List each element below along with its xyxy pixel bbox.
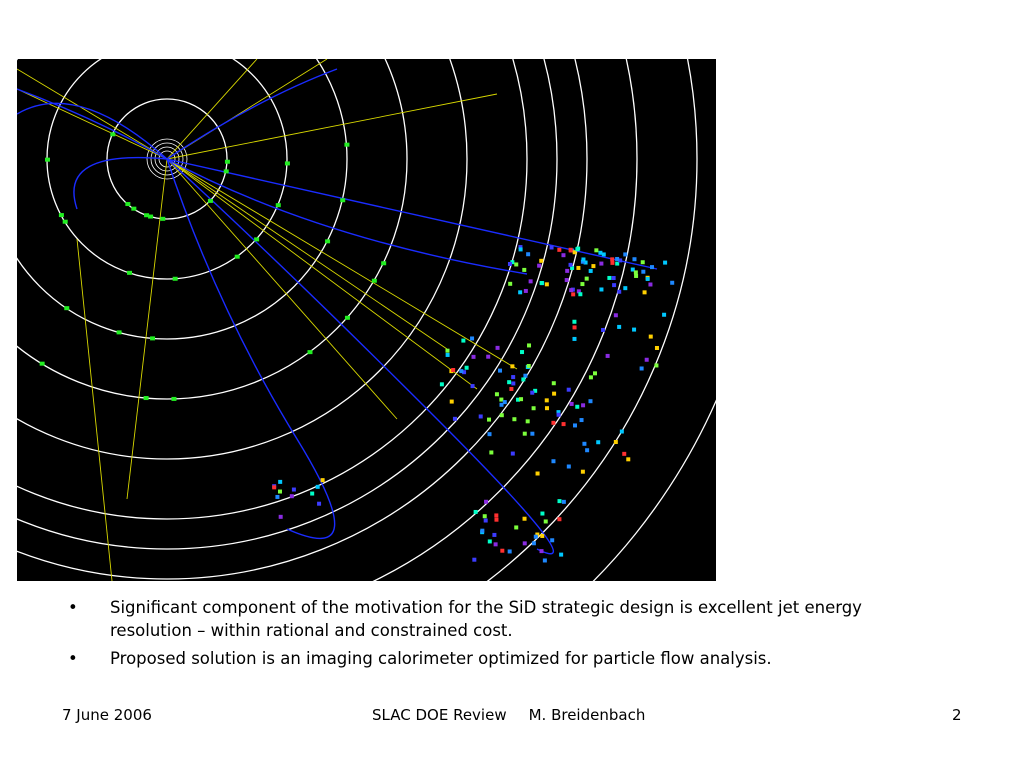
calorimeter-hit — [632, 257, 636, 261]
calorimeter-hit — [648, 282, 652, 286]
charged-track — [167, 159, 527, 274]
calorimeter-hit — [594, 248, 598, 252]
calorimeter-hit — [569, 288, 573, 292]
calorimeter-hit — [472, 558, 476, 562]
event-display-figure — [17, 59, 716, 581]
calorimeter-hit — [650, 265, 654, 269]
calorimeter-hit — [589, 269, 593, 273]
calorimeter-hit — [623, 252, 627, 256]
charged-track — [17, 103, 167, 159]
calorimeter-hit — [522, 268, 526, 272]
tracker-hit — [63, 220, 68, 224]
charged-track — [74, 158, 167, 209]
tracker-hit — [372, 279, 377, 283]
calorimeter-hit — [649, 335, 653, 339]
calorimeter-hit — [484, 500, 488, 504]
calorimeter-hit — [580, 282, 584, 286]
tracker-hit — [381, 261, 386, 265]
calorimeter-hit — [567, 388, 571, 392]
calorimeter-hit — [499, 398, 503, 402]
calorimeter-hit — [494, 518, 498, 522]
calorimeter-hit — [581, 470, 585, 474]
calorimeter-hit — [599, 262, 603, 266]
calorimeter-hit — [514, 262, 518, 266]
calorimeter-hit — [474, 510, 478, 514]
tracker-hit — [40, 362, 45, 366]
detector-ring — [17, 59, 587, 579]
calorimeter-hit — [488, 539, 492, 543]
tracker-hit — [171, 397, 176, 401]
detector-ring — [47, 59, 287, 279]
calorimeter-hit — [607, 276, 611, 280]
tracker-hit — [144, 213, 149, 217]
calorimeter-hit — [508, 549, 512, 553]
calorimeter-hit — [498, 369, 502, 373]
calorimeter-hit — [512, 417, 516, 421]
tracker-hit — [254, 237, 259, 241]
calorimeter-hit — [641, 270, 645, 274]
calorimeter-hit — [278, 490, 282, 494]
tracker-hit — [325, 239, 330, 243]
calorimeter-hit — [495, 392, 499, 396]
calorimeter-hit — [591, 264, 595, 268]
calorimeter-hit — [641, 260, 645, 264]
calorimeter-hit — [532, 406, 536, 410]
calorimeter-hit — [601, 328, 605, 332]
calorimeter-hit — [521, 377, 525, 381]
calorimeter-hit — [321, 478, 325, 482]
calorimeter-hit — [573, 423, 577, 427]
calorimeter-hit — [565, 269, 569, 273]
bullet-text: Proposed solution is an imaging calorimeter optimized for particle flow analysis. — [110, 649, 772, 668]
tracker-hit — [344, 143, 349, 147]
calorimeter-hit — [550, 538, 554, 542]
calorimeter-hit — [507, 380, 511, 384]
calorimeter-hit — [494, 513, 498, 517]
charged-track — [167, 69, 337, 159]
calorimeter-hit — [632, 328, 636, 332]
neutral-track — [77, 239, 112, 581]
tracker-hit — [125, 202, 130, 206]
detector-ring — [17, 59, 637, 581]
calorimeter-hit — [537, 264, 541, 268]
tracker-hit — [131, 207, 136, 211]
tracker-hit — [208, 199, 213, 203]
tracker-hit — [340, 198, 345, 202]
calorimeter-hit — [440, 382, 444, 386]
calorimeter-hit — [523, 374, 527, 378]
calorimeter-hit — [663, 261, 667, 265]
tracker-hit — [345, 316, 350, 320]
calorimeter-hit — [576, 266, 580, 270]
calorimeter-hit — [643, 290, 647, 294]
tracker-hit — [285, 161, 290, 165]
calorimeter-hit — [532, 541, 536, 545]
calorimeter-hit — [559, 553, 563, 557]
detector-ring — [17, 59, 716, 581]
bullet-item — [68, 596, 888, 642]
calorimeter-hit — [483, 514, 487, 518]
calorimeter-hit — [578, 292, 582, 296]
calorimeter-hit — [571, 292, 575, 296]
calorimeter-hit — [634, 274, 638, 278]
calorimeter-hit — [552, 381, 556, 385]
calorimeter-hit — [292, 488, 296, 492]
calorimeter-hit — [557, 248, 561, 252]
calorimeter-hit — [310, 492, 314, 496]
calorimeter-hit — [646, 277, 650, 281]
calorimeter-hit — [500, 413, 504, 417]
calorimeter-hit — [520, 350, 524, 354]
calorimeter-hit — [562, 422, 566, 426]
calorimeter-hit — [562, 500, 566, 504]
calorimeter-hit — [550, 245, 554, 249]
calorimeter-hit — [484, 519, 488, 523]
calorimeter-hit — [545, 282, 549, 286]
calorimeter-hit — [451, 368, 455, 372]
calorimeter-hit — [588, 399, 592, 403]
calorimeter-hit — [518, 290, 522, 294]
calorimeter-hit — [551, 459, 555, 463]
calorimeter-hit — [317, 502, 321, 506]
tracker-hit — [276, 203, 281, 207]
calorimeter-hit — [544, 519, 548, 523]
calorimeter-hit — [581, 403, 585, 407]
neutral-track — [167, 159, 397, 419]
calorimeter-hit — [589, 375, 593, 379]
footer-author: M. Breidenbach — [528, 706, 646, 724]
calorimeter-hit — [523, 517, 527, 521]
tracker-hit — [110, 132, 115, 136]
calorimeter-hit — [527, 364, 531, 368]
calorimeter-hit — [459, 369, 463, 373]
calorimeter-hit — [519, 247, 523, 251]
calorimeter-hit — [585, 277, 589, 281]
calorimeter-hit — [655, 346, 659, 350]
calorimeter-hit — [545, 398, 549, 402]
calorimeter-hit — [527, 343, 531, 347]
calorimeter-hit — [585, 448, 589, 452]
tracker-hit — [127, 271, 132, 275]
calorimeter-hit — [272, 485, 276, 489]
calorimeter-hit — [614, 313, 618, 317]
calorimeter-hit — [523, 541, 527, 545]
tracker-hit — [45, 158, 50, 162]
neutral-track — [167, 159, 517, 369]
calorimeter-hit — [494, 542, 498, 546]
footer-event: SLAC DOE Review — [372, 706, 507, 724]
calorimeter-hit — [514, 525, 518, 529]
calorimeter-hit — [599, 287, 603, 291]
calorimeter-hit — [486, 355, 490, 359]
calorimeter-hit — [471, 384, 475, 388]
calorimeter-hit — [530, 432, 534, 436]
bullet-marker: • — [68, 598, 78, 617]
bullet-list — [68, 596, 888, 675]
calorimeter-hit — [540, 549, 544, 553]
calorimeter-hit — [539, 259, 543, 263]
calorimeter-hit — [446, 349, 450, 353]
calorimeter-hit — [316, 485, 320, 489]
calorimeter-hit — [290, 494, 294, 498]
calorimeter-hit — [557, 413, 561, 417]
calorimeter-hit — [569, 263, 573, 267]
calorimeter-hit — [569, 248, 573, 252]
detector-ring — [17, 59, 697, 581]
calorimeter-hit — [640, 366, 644, 370]
bullet-text: Significant component of the motivation for the SiD strategic design is excellent jet energy resolution – within rational and constrained cost. — [110, 598, 862, 640]
tracker-hit — [173, 277, 178, 281]
calorimeter-hit — [570, 402, 574, 406]
calorimeter-hit — [446, 353, 450, 357]
calorimeter-hit — [510, 364, 514, 368]
tracker-hit — [144, 396, 149, 400]
tracker-hit — [224, 169, 229, 173]
calorimeter-hit — [489, 450, 493, 454]
calorimeter-hit — [488, 432, 492, 436]
calorimeter-hit — [511, 381, 515, 385]
calorimeter-hit — [508, 262, 512, 266]
calorimeter-hit — [561, 253, 565, 257]
calorimeter-hit — [279, 515, 283, 519]
neutral-track — [17, 69, 167, 159]
calorimeter-hit — [617, 325, 621, 329]
calorimeter-hit — [617, 290, 621, 294]
calorimeter-hit — [582, 442, 586, 446]
calorimeter-hit — [593, 371, 597, 375]
calorimeter-hit — [557, 517, 561, 521]
calorimeter-hit — [540, 281, 544, 285]
calorimeter-hit — [602, 252, 606, 256]
calorimeter-hit — [480, 529, 484, 533]
calorimeter-hit — [612, 283, 616, 287]
calorimeter-hit — [573, 325, 577, 329]
calorimeter-hit — [503, 400, 507, 404]
footer-date: 7 June 2006 — [62, 706, 152, 724]
tracker-hit — [117, 330, 122, 334]
tracker-hit — [160, 217, 165, 221]
calorimeter-hit — [461, 339, 465, 343]
calorimeter-hit — [623, 286, 627, 290]
bullet-marker: • — [68, 649, 78, 668]
calorimeter-hit — [524, 289, 528, 293]
calorimeter-hit — [508, 282, 512, 286]
calorimeter-hit — [523, 432, 527, 436]
event-display-svg — [17, 59, 716, 581]
neutral-track — [17, 89, 167, 159]
calorimeter-hit — [581, 257, 585, 261]
calorimeter-hit — [580, 418, 584, 422]
calorimeter-hit — [575, 405, 579, 409]
calorimeter-hit — [654, 363, 658, 367]
detector-ring — [17, 59, 407, 399]
calorimeter-hit — [511, 375, 515, 379]
calorimeter-hit — [551, 421, 555, 425]
calorimeter-hit — [519, 397, 523, 401]
calorimeter-hit — [536, 472, 540, 476]
calorimeter-hit — [614, 440, 618, 444]
calorimeter-hit — [511, 452, 515, 456]
calorimeter-hit — [557, 499, 561, 503]
calorimeter-hit — [634, 270, 638, 274]
calorimeter-hit — [540, 512, 544, 516]
calorimeter-hit — [572, 320, 576, 324]
bullet-item — [68, 647, 888, 670]
detector-ring — [17, 59, 467, 459]
tracker-hit — [225, 160, 230, 164]
calorimeter-hit — [606, 354, 610, 358]
calorimeter-hit — [670, 281, 674, 285]
calorimeter-hit — [487, 418, 491, 422]
calorimeter-hit — [645, 358, 649, 362]
calorimeter-hit — [565, 278, 569, 282]
footer-page-number: 2 — [952, 706, 962, 724]
calorimeter-hit — [496, 346, 500, 350]
calorimeter-hit — [615, 257, 619, 261]
tracker-hit — [307, 350, 312, 354]
calorimeter-hit — [530, 391, 534, 395]
calorimeter-hit — [500, 549, 504, 553]
calorimeter-hit — [610, 257, 614, 261]
calorimeter-hit — [526, 419, 530, 423]
calorimeter-hit — [612, 276, 616, 280]
tracker-hit — [235, 255, 240, 259]
calorimeter-hit — [540, 534, 544, 538]
calorimeter-hit — [543, 558, 547, 562]
calorimeter-hit — [472, 355, 476, 359]
calorimeter-hit — [596, 440, 600, 444]
tracker-hit — [150, 336, 155, 340]
calorimeter-hit — [526, 252, 530, 256]
calorimeter-hit — [620, 430, 624, 434]
tracker-hit — [59, 213, 64, 217]
footer-center — [372, 706, 645, 724]
calorimeter-hit — [622, 452, 626, 456]
calorimeter-hit — [278, 480, 282, 484]
calorimeter-hit — [529, 279, 533, 283]
calorimeter-hit — [453, 417, 457, 421]
calorimeter-hit — [509, 387, 513, 391]
detector-ring — [17, 59, 557, 549]
calorimeter-hit — [575, 247, 579, 251]
calorimeter-hit — [545, 406, 549, 410]
calorimeter-hit — [492, 533, 496, 537]
calorimeter-hit — [662, 313, 666, 317]
calorimeter-hit — [567, 465, 571, 469]
calorimeter-hit — [572, 337, 576, 341]
calorimeter-hit — [465, 366, 469, 370]
calorimeter-hit — [534, 535, 538, 539]
calorimeter-hit — [450, 400, 454, 404]
calorimeter-hit — [479, 414, 483, 418]
calorimeter-hit — [610, 261, 614, 265]
tracker-hit — [64, 306, 69, 310]
calorimeter-hit — [470, 336, 474, 340]
calorimeter-hit — [275, 495, 279, 499]
calorimeter-hit — [552, 392, 556, 396]
calorimeter-hit — [626, 457, 630, 461]
